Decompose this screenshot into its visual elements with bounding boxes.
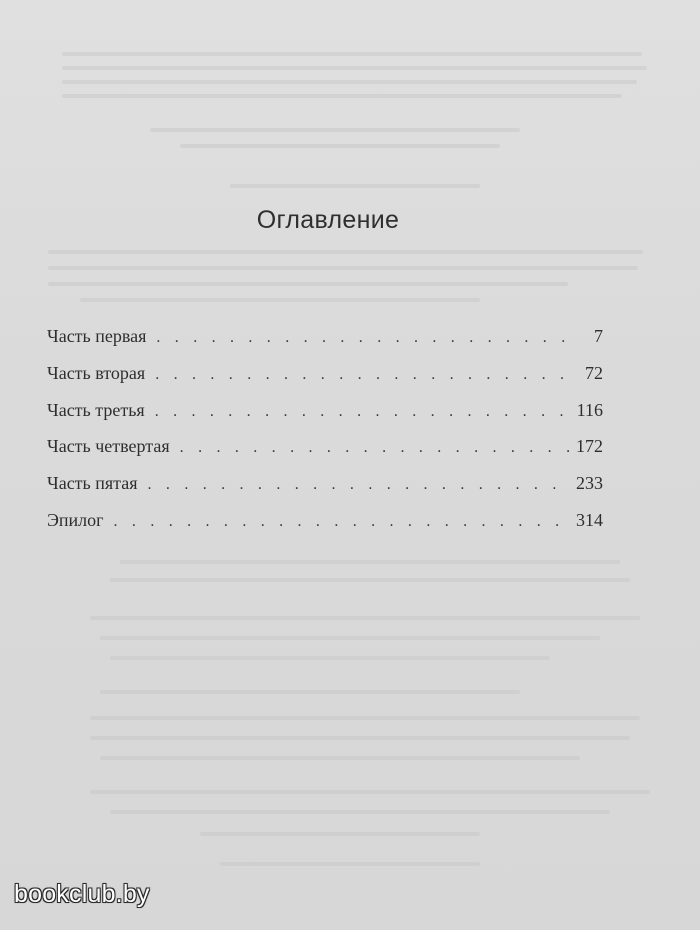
dot-leader xyxy=(114,513,570,531)
bleed-through-text xyxy=(110,656,550,660)
dot-leader xyxy=(155,403,571,421)
bleed-through-text xyxy=(220,862,480,866)
toc-entry xyxy=(47,510,603,547)
bleed-through-text xyxy=(200,832,480,836)
bleed-through-text xyxy=(180,144,500,148)
toc-entry-label: Часть третья xyxy=(47,399,145,420)
bleed-through-text xyxy=(62,80,637,84)
bleed-through-text xyxy=(48,250,643,254)
toc-entry xyxy=(47,400,603,437)
toc-entry-page-number: 72 xyxy=(585,362,603,383)
bleed-through-text xyxy=(110,578,630,582)
toc-entry-label: Эпилог xyxy=(47,509,104,530)
toc-entry-page-number: 233 xyxy=(576,473,603,494)
bleed-through-text xyxy=(48,282,568,286)
dot-leader xyxy=(156,329,575,347)
toc-entry-page-number: 116 xyxy=(576,399,603,420)
page-title: Оглавление xyxy=(256,206,400,234)
bleed-through-text xyxy=(100,690,520,694)
bleed-through-text xyxy=(62,66,647,70)
toc-entry-label: Часть четвертая xyxy=(47,436,170,457)
bleed-through-text xyxy=(80,298,480,302)
toc-entry-page-number: 314 xyxy=(576,509,603,530)
bleed-through-text xyxy=(150,128,520,132)
toc-entry xyxy=(47,363,603,400)
bleed-through-text xyxy=(90,616,640,620)
toc-entry-label: Часть первая xyxy=(47,326,147,346)
watermark: bookclub.by xyxy=(14,880,150,908)
dot-leader xyxy=(180,439,570,457)
bleed-through-text xyxy=(110,810,610,814)
bleed-through-text xyxy=(100,636,600,640)
bleed-through-text xyxy=(100,756,580,760)
bleed-through-text xyxy=(48,266,638,270)
table-of-contents xyxy=(47,326,603,547)
toc-entry-label: Часть вторая xyxy=(47,362,146,383)
toc-entry xyxy=(47,473,603,510)
toc-entry-page-number: 7 xyxy=(594,326,603,346)
bleed-through-text xyxy=(90,716,640,720)
toc-entry xyxy=(47,326,603,363)
bleed-through-text xyxy=(62,94,622,98)
bleed-through-text xyxy=(120,560,620,564)
toc-entry-label: Часть пятая xyxy=(47,473,138,494)
bleed-through-text xyxy=(90,736,630,740)
bleed-through-text xyxy=(230,184,480,188)
dot-leader xyxy=(148,476,570,494)
dot-leader xyxy=(155,366,575,384)
toc-entry xyxy=(47,436,603,473)
bleed-through-text xyxy=(90,790,650,794)
toc-entry-page-number: 172 xyxy=(576,436,603,457)
bleed-through-text xyxy=(62,52,642,56)
